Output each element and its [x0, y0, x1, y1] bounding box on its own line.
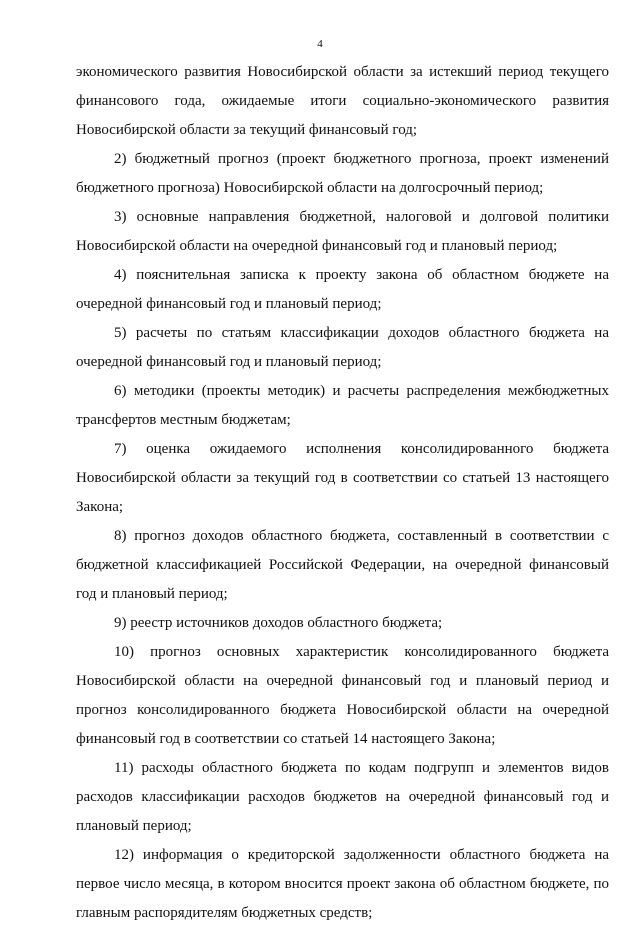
- list-item-4: 4) пояснительная записка к проекту закона об областном бюджете на очередной финансовый год и плановый период;: [76, 267, 609, 312]
- list-item-9: 9) реестр источников доходов областного бюджета;: [114, 615, 443, 631]
- list-item-5: 5) расчеты по статьям классификации доходов областного бюджета на очередной финансовый год и плановый период;: [76, 325, 609, 370]
- list-item-11: 11) расходы областного бюджета по кодам подгрупп и элементов видов расходов классификации расходов бюджетов на очередной финансовый год и плановый период;: [76, 760, 609, 834]
- paragraph-continuation: экономического развития Новосибирской области за истекший период текущего финансового года, ожидаемые итоги социально-экономического развития Новосибирской области за текущий финансовый год;: [76, 64, 609, 138]
- list-item-10: 10) прогноз основных характеристик консолидированного бюджета Новосибирской области на очередной финансовый год и плановый период и прогноз консолидированного бюджета Новосибирской области на очередной финансовый год в соответствии со статьей 14 настоящего Закона;: [76, 644, 609, 747]
- list-item-8: 8) прогноз доходов областного бюджета, составленный в соответствии с бюджетной классификацией Российской Федерации, на очередной финансовый год и плановый период;: [76, 528, 609, 602]
- list-item-12: 12) информация о кредиторской задолженности областного бюджета на первое число месяца, в котором вносится проект закона об областном бюджете, по главным распорядителям бюджетных средств;: [76, 847, 609, 921]
- page-number: 4: [317, 38, 323, 50]
- list-item-2: 2) бюджетный прогноз (проект бюджетного прогноза, проект изменений бюджетного прогноза) Новосибирской области на долгосрочный период;: [76, 151, 609, 196]
- document-body: [76, 58, 609, 928]
- list-item-3: 3) основные направления бюджетной, налоговой и долговой политики Новосибирской области на очередной финансовый год и плановый период;: [76, 209, 609, 254]
- list-item-6: 6) методики (проекты методик) и расчеты распределения межбюджетных трансфертов местным бюджетам;: [76, 383, 609, 428]
- list-item-7: 7) оценка ожидаемого исполнения консолидированного бюджета Новосибирской области за текущий год в соответствии со статьей 13 настоящего Закона;: [76, 441, 609, 515]
